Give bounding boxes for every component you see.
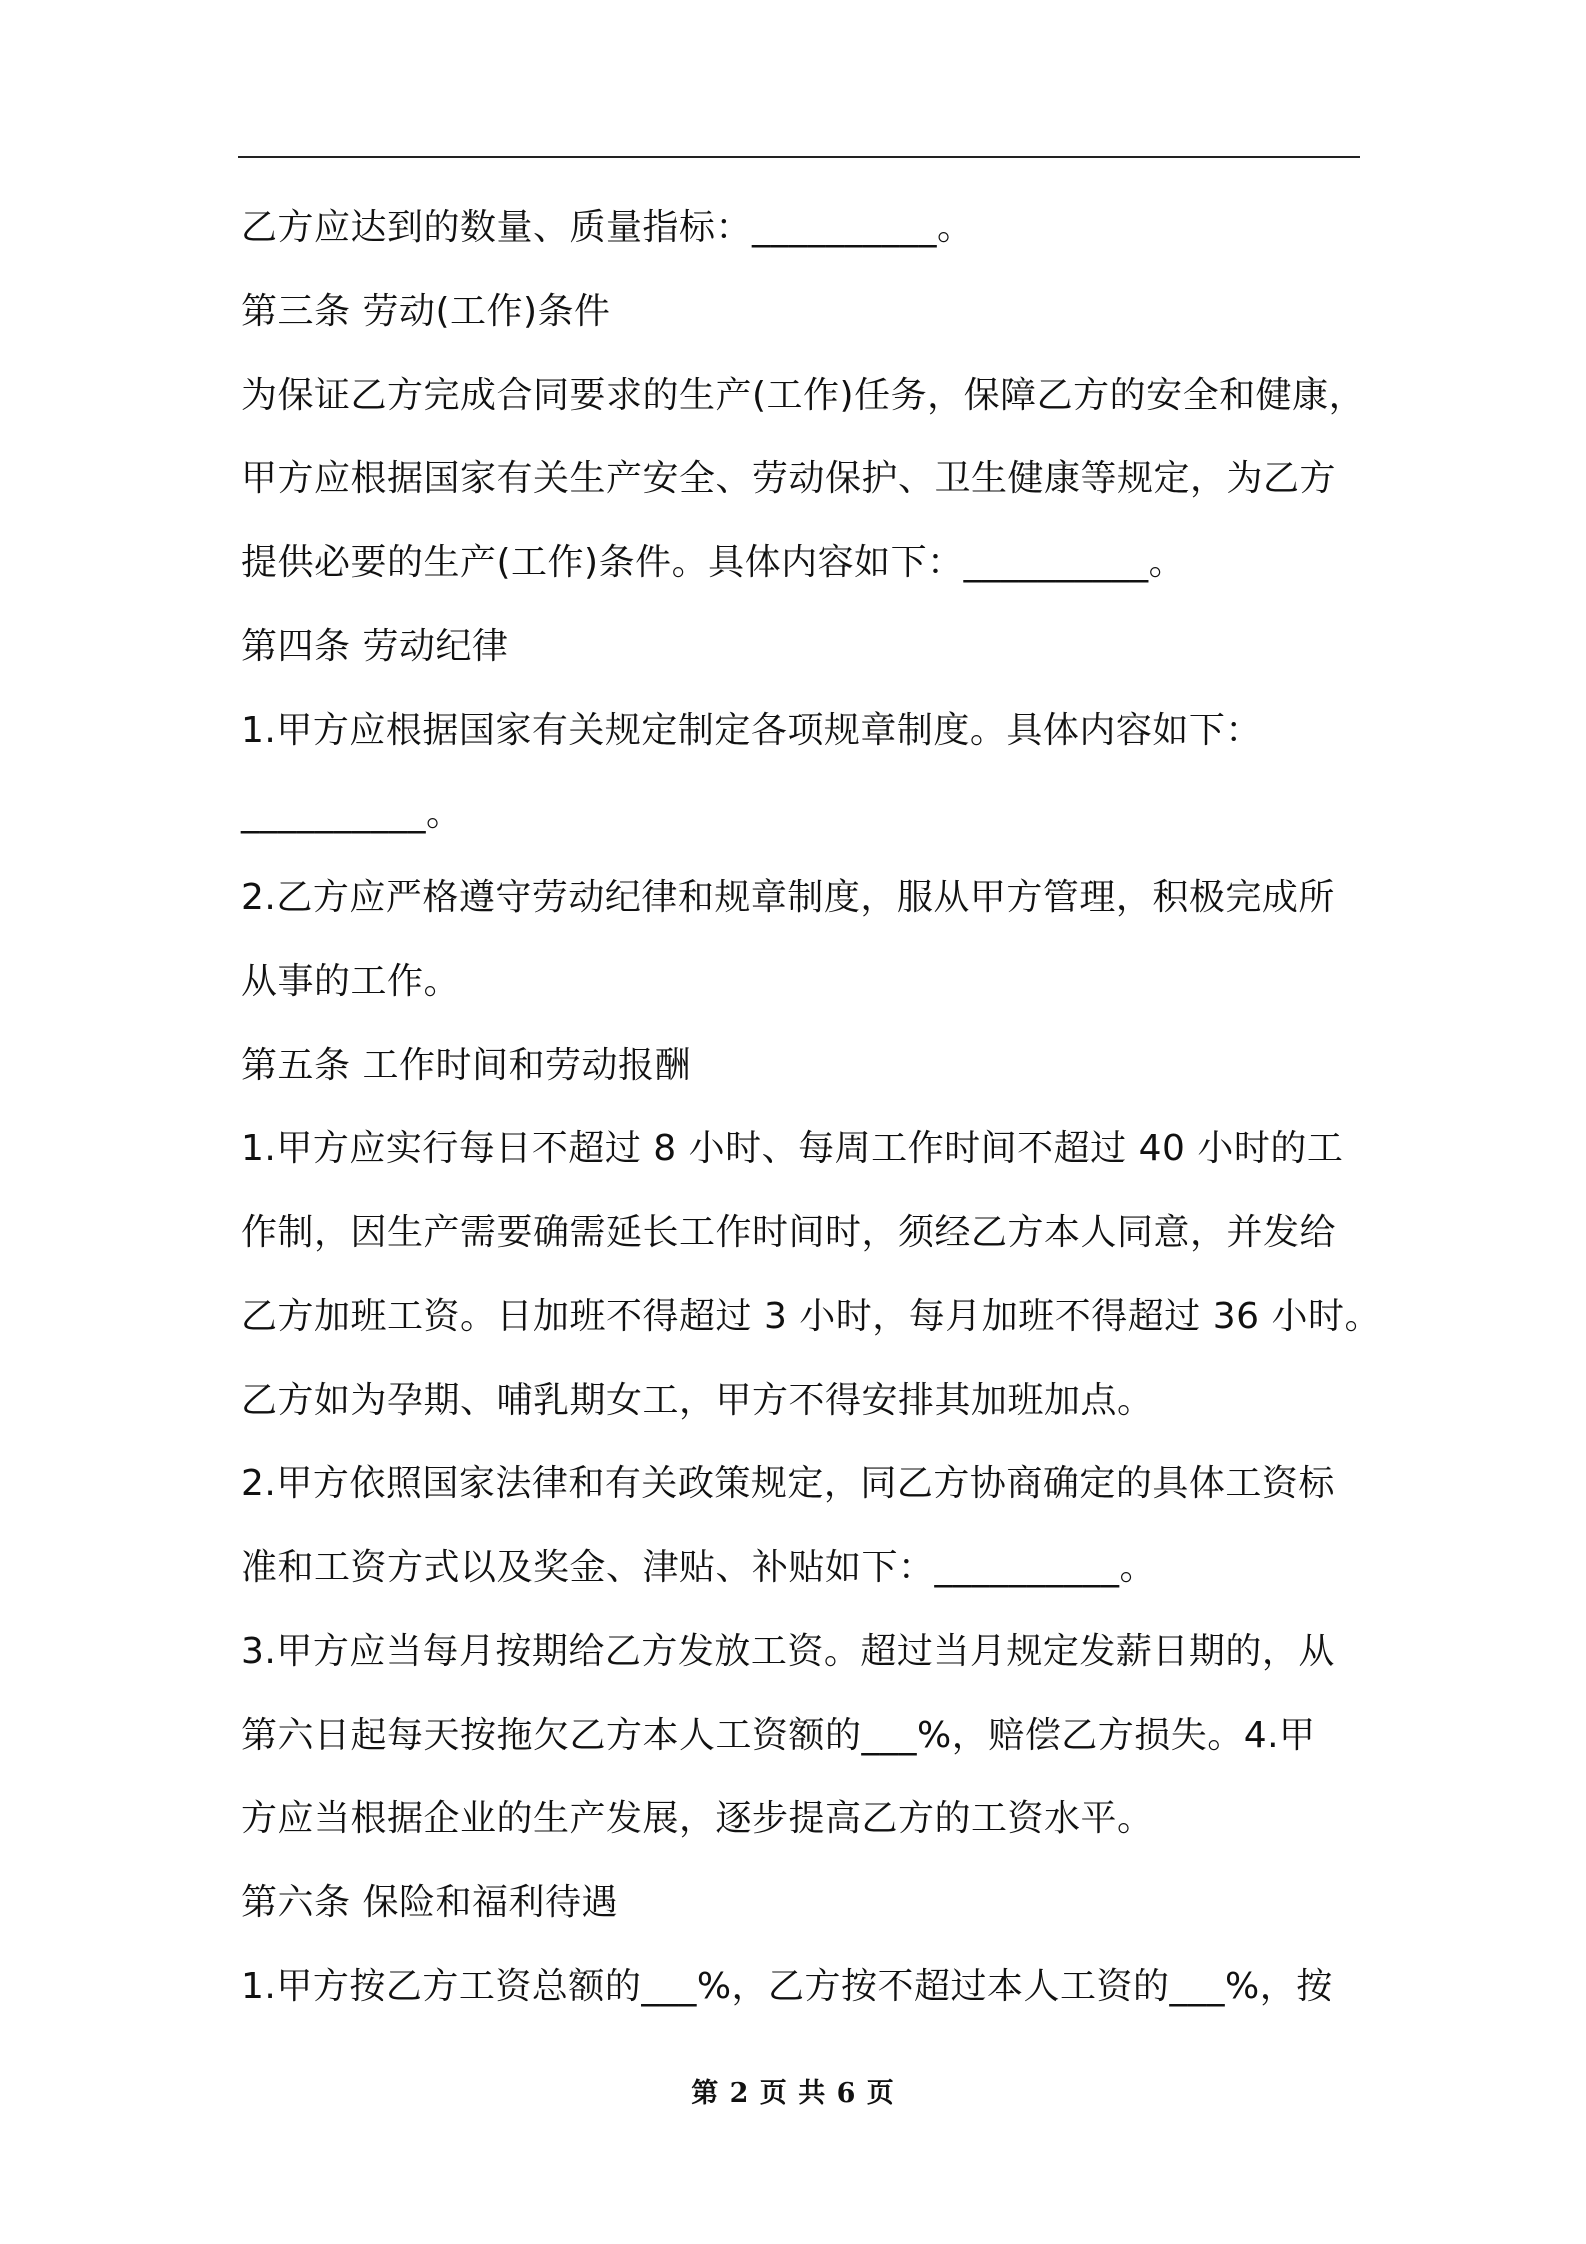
header-rule [238, 156, 1360, 158]
text-line: 2.乙方应严格遵守劳动纪律和规章制度，服从甲方管理，积极完成所 [241, 877, 1335, 918]
text-line: 从事的工作。 [241, 961, 461, 1002]
text-line: 2.甲方依照国家法律和有关政策规定，同乙方协商确定的具体工资标 [241, 1463, 1335, 1504]
text-line: 甲方应根据国家有关生产安全、劳动保护、卫生健康等规定，为乙方 [241, 458, 1337, 499]
text-line: 第六日起每天按拖欠乙方本人工资额的___%，赔偿乙方损失。4.甲 [241, 1715, 1316, 1756]
text-line: 方应当根据企业的生产发展，逐步提高乙方的工资水平。 [241, 1798, 1154, 1839]
text-line: 准和工资方式以及奖金、津贴、补贴如下：__________。 [241, 1547, 1157, 1588]
text-line: 1.甲方按乙方工资总额的___%，乙方按不超过本人工资的___%，按 [241, 1966, 1333, 2007]
heading-article-5: 第五条 工作时间和劳动报酬 [241, 1045, 691, 1086]
text-line: 作制，因生产需要确需延长工作时间时，须经乙方本人同意，并发给 [241, 1212, 1337, 1253]
text-line: 3.甲方应当每月按期给乙方发放工资。超过当月规定发薪日期的，从 [241, 1631, 1335, 1672]
heading-article-4: 第四条 劳动纪律 [241, 626, 509, 667]
text-line: 1.甲方应实行每日不超过 8 小时、每周工作时间不超过 40 小时的工 [241, 1128, 1344, 1169]
text-line: 为保证乙方完成合同要求的生产(工作)任务，保障乙方的安全和健康， [241, 375, 1366, 416]
heading-article-6: 第六条 保险和福利待遇 [241, 1882, 618, 1923]
text-line: __________。 [241, 793, 463, 834]
text-line: 乙方加班工资。日加班不得超过 3 小时，每月加班不得超过 36 小时。 [241, 1296, 1381, 1337]
text-line: 提供必要的生产(工作)条件。具体内容如下：__________。 [241, 542, 1186, 583]
text-line: 1.甲方应根据国家有关规定制定各项规章制度。具体内容如下： [241, 710, 1262, 751]
text-line: 乙方如为孕期、哺乳期女工，甲方不得安排其加班加点。 [241, 1380, 1154, 1421]
heading-article-3: 第三条 劳动(工作)条件 [241, 291, 611, 332]
line-quantity-quality: 乙方应达到的数量、质量指标：__________。 [241, 207, 974, 248]
page-number-footer: 第 2 页 共 6 页 [691, 2078, 895, 2109]
